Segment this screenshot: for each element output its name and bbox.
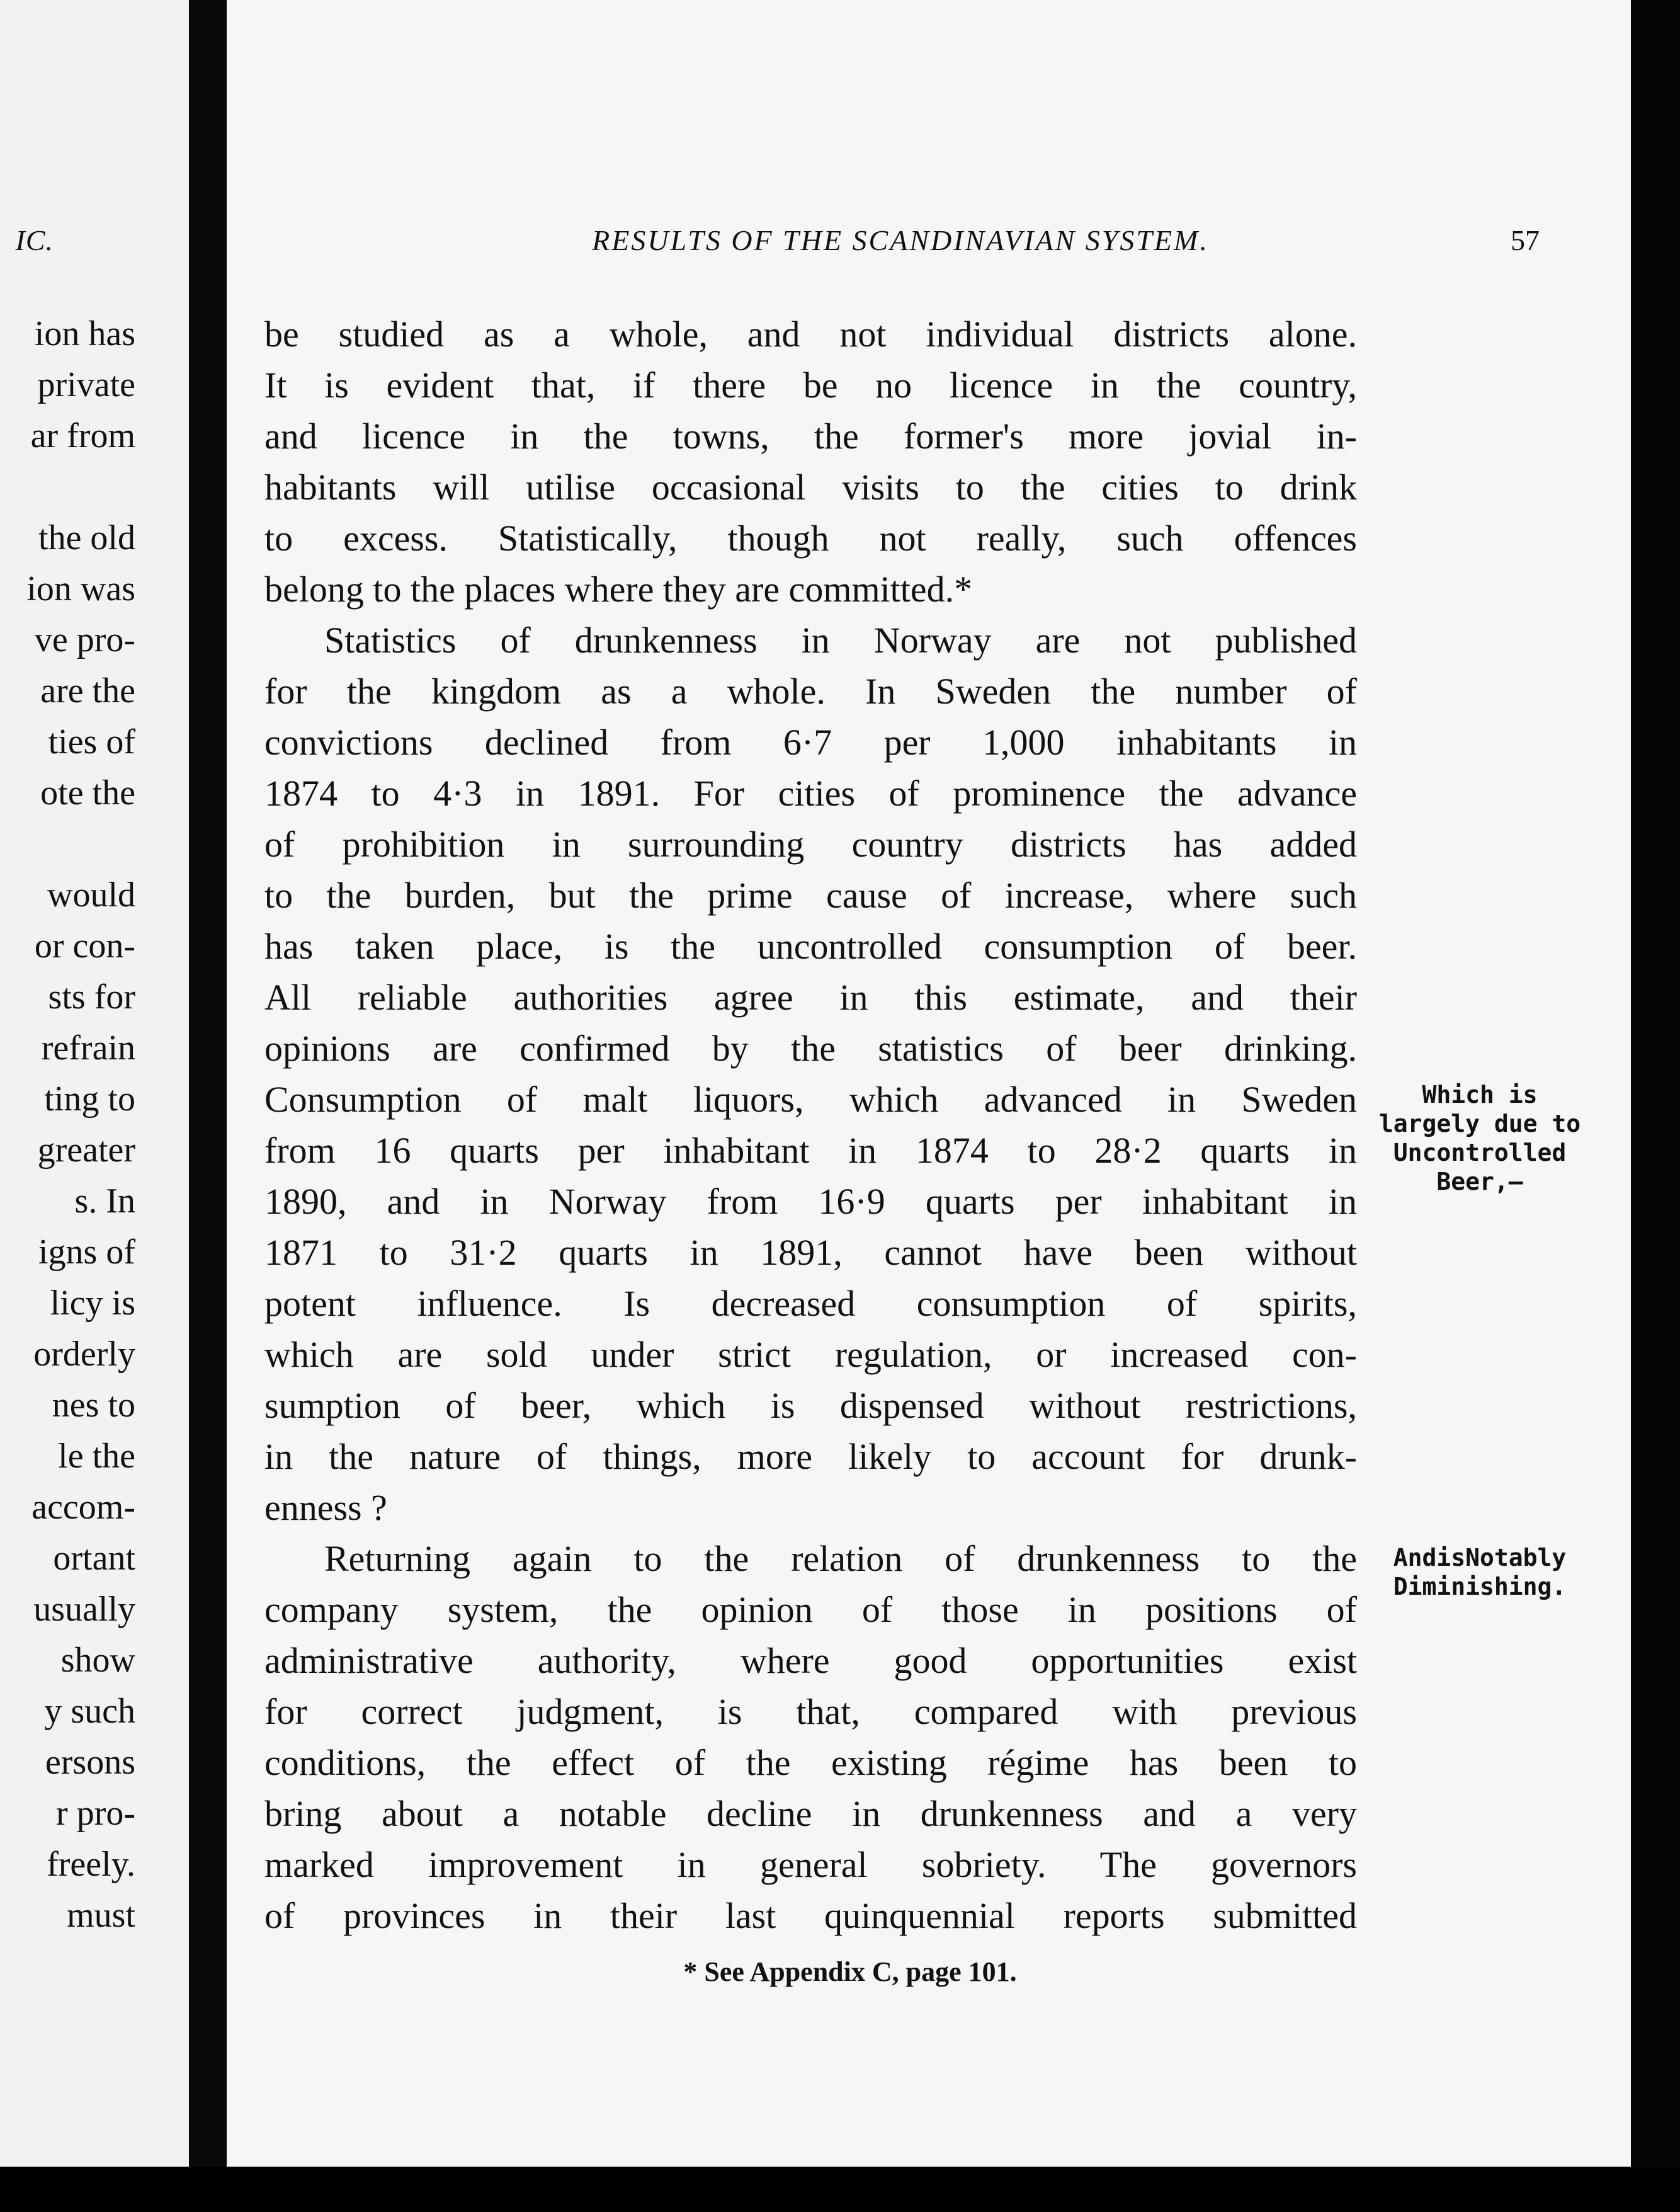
bottom-scan-border (0, 2167, 1680, 2212)
text-line: belong to the places where they are committed.* (264, 569, 973, 610)
text-line: for the kingdom as a whole. In Sweden the number of (264, 671, 1357, 712)
text-line: in the nature of things, more likely to account for drunk- (264, 1436, 1357, 1477)
text-line: administrative authority, where good opportunities exist (264, 1640, 1357, 1681)
left-line: ting to (44, 1080, 135, 1119)
text-line: to the burden, but the prime cause of increase, where such (264, 875, 1357, 916)
left-line: sts for (48, 978, 135, 1017)
left-line: private (37, 365, 135, 404)
left-page-text-fragments (0, 309, 135, 1941)
text-line: company system, the opinion of those in positions of (264, 1589, 1357, 1630)
left-line: ortant (53, 1539, 135, 1578)
left-line: y such (44, 1692, 135, 1731)
left-line: ve pro- (34, 620, 135, 659)
book-gutter-shadow (189, 0, 227, 2212)
text-line: convictions declined from 6·7 per 1,000 inhabitants in (264, 722, 1357, 763)
left-line (0, 819, 135, 870)
left-line: refrain (41, 1029, 135, 1068)
left-line: ersons (45, 1743, 135, 1782)
left-line: ties of (48, 722, 135, 761)
margin-note-line: Beer,— (1436, 1168, 1523, 1195)
left-line: nes to (52, 1386, 135, 1425)
left-line (0, 462, 135, 513)
text-line: of prohibition in surrounding country districts has added (264, 824, 1357, 865)
text-line: which are sold under strict regulation, or increased con- (264, 1334, 1357, 1375)
right-page (227, 0, 1631, 2167)
text-line: 1871 to 31·2 quarts in 1891, cannot have been without (264, 1232, 1357, 1273)
left-line: orderly (33, 1335, 135, 1374)
right-scan-border (1631, 0, 1680, 2212)
text-line: marked improvement in general sobriety. The governors (264, 1844, 1357, 1885)
text-line: be studied as a whole, and not individual districts alone. (264, 314, 1357, 355)
left-line: ar from (30, 416, 135, 455)
margin-note-line: Which is (1422, 1081, 1538, 1109)
left-line: must (67, 1896, 135, 1935)
left-line: s. In (74, 1182, 135, 1221)
left-line: r pro- (56, 1794, 135, 1833)
left-line: usually (33, 1590, 135, 1629)
left-line: or con- (34, 926, 135, 966)
left-line: licy is (50, 1284, 135, 1323)
left-running-head-fragment: IC. (15, 224, 54, 256)
running-head-title: RESULTS OF THE SCANDINAVIAN SYSTEM. (592, 224, 1209, 256)
left-line: le the (58, 1437, 135, 1476)
page-number: 57 (1511, 224, 1540, 256)
left-line: show (60, 1641, 135, 1680)
text-line: Consumption of malt liquors, which advanced in Sweden (264, 1079, 1357, 1120)
text-line: Returning again to the relation of drunkenness to the (324, 1538, 1357, 1579)
text-line: potent influence. Is decreased consumption of spirits, (264, 1283, 1357, 1324)
text-line: It is evident that, if there be no licence in the country, (264, 365, 1357, 406)
text-line: has taken place, is the uncontrolled consumption of beer. (264, 926, 1357, 967)
left-line: greater (37, 1131, 135, 1170)
left-line: are the (40, 671, 135, 710)
margin-note-diminishing (1370, 1543, 1590, 1601)
left-line: would (47, 875, 135, 915)
text-line: for correct judgment, is that, compared with previous (264, 1691, 1357, 1732)
running-header (381, 224, 1540, 261)
left-line: igns of (38, 1233, 135, 1272)
text-line: enness ? (264, 1487, 387, 1528)
left-line: accom- (31, 1488, 135, 1527)
text-line: 1890, and in Norway from 16·9 quarts per inhabitant in (264, 1181, 1357, 1222)
text-line: and licence in the towns, the former's more jovial in- (264, 416, 1357, 457)
margin-note-uncontrolled-beer (1370, 1080, 1590, 1196)
text-line: to excess. Statistically, though not really, such offences (264, 518, 1357, 559)
left-line: ion was (26, 569, 135, 608)
body-text (264, 309, 1357, 1941)
text-line: Statistics of drunkenness in Norway are not published (324, 620, 1357, 661)
margin-note-line: AndisNotably (1393, 1544, 1567, 1571)
text-line: bring about a notable decline in drunkenness and a very (264, 1793, 1357, 1834)
margin-note-line: Uncontrolled (1393, 1139, 1567, 1166)
text-line: All reliable authorities agree in this estimate, and their (264, 977, 1357, 1018)
text-line: opinions are confirmed by the statistics of beer drinking. (264, 1028, 1357, 1069)
footnote: * See Appendix C, page 101. (683, 1956, 1017, 1987)
left-line: the old (38, 518, 135, 557)
text-line: from 16 quarts per inhabitant in 1874 to 28·2 quarts in (264, 1130, 1357, 1171)
text-line: of provinces in their last quinquennial reports submitted (264, 1895, 1357, 1936)
margin-note-line: largely due to (1378, 1110, 1581, 1137)
left-line: freely. (47, 1845, 135, 1884)
text-line: habitants will utilise occasional visits to the cities to drink (264, 467, 1357, 508)
left-line: ote the (40, 773, 135, 812)
text-line: sumption of beer, which is dispensed without restrictions, (264, 1385, 1357, 1426)
margin-note-line: Diminishing. (1393, 1573, 1567, 1600)
text-line: 1874 to 4·3 in 1891. For cities of prominence the advance (264, 773, 1357, 814)
left-line: ion has (34, 314, 135, 353)
left-page-fragment (0, 0, 189, 2167)
text-line: conditions, the effect of the existing régime has been to (264, 1742, 1357, 1783)
